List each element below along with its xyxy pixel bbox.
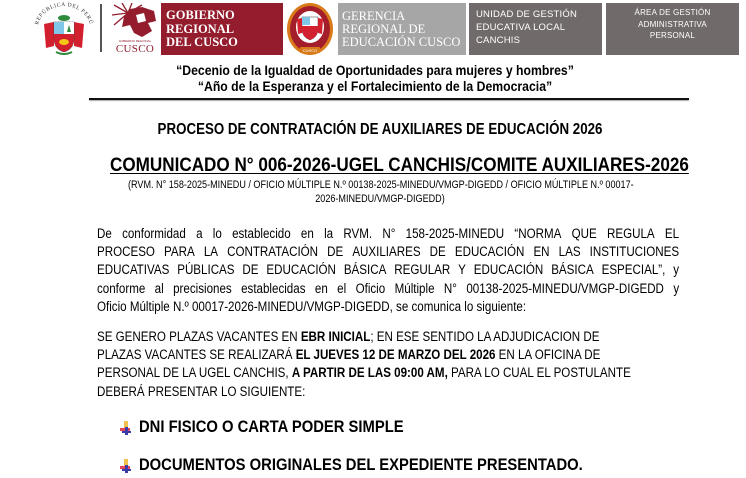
word: REGULAR (394, 262, 451, 278)
gerencia-regional-box (338, 3, 466, 55)
ugel-line-3: CANCHIS (476, 35, 521, 46)
word: al (154, 280, 164, 296)
word: DE (429, 244, 446, 260)
para2-line-3 (97, 364, 679, 382)
word: BÁSICA (343, 262, 387, 278)
text: EN LA OFICINA DE (495, 347, 601, 363)
word: 00138-2025-MINEDU/VMGP-DIGEDD (466, 280, 664, 296)
word: QUE (571, 226, 597, 241)
gerencia-line-2: REGIONAL DE (342, 22, 426, 36)
requirement-item (119, 417, 443, 437)
text: ; EN ESE SENTIDO LA ADJUDICACION DE (370, 329, 600, 344)
ugel-canchis-box (469, 3, 602, 55)
word: PROCESO (97, 244, 155, 260)
word: establecido (232, 226, 291, 241)
cusco-logo-small-text: GOBIERNO REGIONAL (118, 39, 152, 43)
word: Múltiple (394, 280, 435, 296)
text: SE GENERO PLAZAS VACANTES EN (97, 329, 301, 344)
word: EDUCACIÓN (454, 244, 525, 260)
para1-line (97, 225, 679, 243)
word: BÁSICA (551, 262, 594, 278)
word: REGULA (607, 226, 655, 241)
word: EL (664, 226, 680, 241)
requirement-item (119, 455, 649, 475)
word: EDUCACIÓN (473, 262, 544, 278)
comunicado-title: COMUNICADO N° 006-2026-UGEL CANCHIS/COMITE AUXILIARES-2026 (110, 155, 689, 176)
gobierno-line-1: GOBIERNO (166, 8, 235, 22)
word: CONTRATACIÓN (227, 244, 319, 260)
word: en (300, 226, 314, 241)
slogan-decenio: “Decenio de la Igualdad de Oportunidades para mujeres y hombres” (176, 63, 574, 78)
cusco-logo-word: CUSCO (115, 43, 155, 55)
ugel-line-1: UNIDAD DE GESTIÓN (476, 9, 578, 20)
word: precisiones (173, 280, 232, 296)
header-divider (100, 4, 102, 52)
word: establecidas (241, 280, 306, 296)
word: Y (458, 262, 466, 278)
pushpin-bullet-icon (119, 458, 133, 472)
word: conforme (97, 280, 146, 296)
para1-line (97, 243, 679, 261)
text: PLAZAS VACANTES SE REALIZARÁ (97, 347, 296, 363)
area-line-1: ÁREA DE GESTIÓN (634, 8, 711, 17)
paragraph-adjudicacion (97, 328, 679, 401)
reference-line-1: (RVM. N° 158-2025-MINEDU / OFICIO MÚLTIPLE N.º 00138-2025-MINEDU/VMGP-DIGEDD / OFICIO MÚLTIPLE N.º 00017- (128, 179, 634, 191)
word: RVM. (343, 226, 373, 241)
gerencia-line-1: GERENCIA (342, 9, 406, 23)
word: N° (382, 226, 396, 241)
text: PERSONAL DE LA UGEL CANCHIS, (97, 365, 292, 381)
word: conformidad (122, 226, 186, 241)
cusco-map-icon (112, 3, 158, 39)
gobierno-line-2: REGIONAL (166, 21, 235, 36)
word: LAS (558, 244, 581, 260)
para2-line-2 (97, 346, 679, 364)
process-title: PROCESO DE CONTRATACIÓN DE AUXILIARES DE EDUCACIÓN 2026 (157, 121, 603, 138)
dre-seal-caption: CUSCO (302, 48, 318, 53)
peru-caption: REPÚBLICA DEL PERÚ (34, 2, 94, 26)
header-rule (89, 98, 689, 100)
letterhead (0, 0, 746, 58)
date-emphasis: EL JUEVES 12 DE MARZO DEL 2026 (295, 347, 496, 363)
para2-line-4 (97, 383, 679, 401)
word: 158-2025-MINEDU (405, 226, 505, 241)
area-gestion-box (606, 3, 739, 55)
gobierno-regional-box (161, 3, 283, 55)
level-emphasis: EBR INICIAL (300, 329, 371, 344)
requirement-text: DNI FISICO O CARTA PODER SIMPLE (139, 417, 404, 436)
word: la (324, 226, 334, 241)
word: PÚBLICAS (177, 262, 235, 278)
word: en (314, 280, 328, 296)
word: EN (533, 244, 550, 260)
word: a (196, 226, 203, 241)
word: De (97, 226, 112, 241)
para1-line: Oficio Múltiple N.º 00017-2026-MINEDU/VMGP-DIGEDD, se comunica lo siguiente: (97, 298, 527, 314)
gobierno-line-3: DEL CUSCO (166, 35, 238, 49)
para1-line (97, 261, 679, 279)
pushpin-bullet-icon (119, 420, 133, 434)
word: “NORMA (514, 226, 562, 241)
gerencia-line-3: EDUCACIÓN CUSCO (342, 35, 461, 49)
word: N° (443, 280, 457, 296)
word: y (673, 262, 680, 278)
word: EDUCATIVAS (97, 262, 170, 278)
word: DE (327, 244, 344, 260)
word: EDUCACIÓN (266, 262, 336, 278)
text: PARA LO CUAL EL POSTULANTE (447, 365, 631, 381)
legal-reference (128, 179, 632, 206)
para2-line-1 (97, 328, 679, 346)
word: LA (203, 244, 218, 260)
word: AUXILIARES (352, 244, 421, 260)
text: DEBERÁ PRESENTAR LO SIGUIENTE: (97, 383, 306, 399)
time-emphasis: A PARTIR DE LAS 09:00 AM, (291, 365, 448, 381)
peru-coat-of-arms-icon (30, 2, 98, 56)
word: PARA (164, 244, 195, 260)
para1-line (97, 280, 679, 298)
dre-cusco-seal-icon (285, 1, 335, 57)
word: lo (212, 226, 222, 241)
slogan-year: “Año de la Esperanza y el Fortalecimiento de la Democracia” (197, 79, 553, 94)
word: DE (242, 262, 259, 278)
cusco-region-logo (112, 3, 158, 55)
reference-line-2: 2026-MINEDU/VMGP-DIGEDD) (315, 192, 445, 205)
word: y (673, 280, 680, 296)
word: Oficio (355, 280, 386, 296)
word: INSTITUCIONES (589, 244, 680, 260)
word: el (337, 280, 347, 296)
ugel-line-2: EDUCATIVA LOCAL (476, 22, 566, 33)
area-line-2: ADMINISTRATIVA (638, 19, 707, 29)
word: ESPECIAL”, (601, 262, 666, 278)
paragraph-conformidad (97, 225, 679, 316)
area-line-3: PERSONAL (649, 31, 696, 40)
requirement-text: DOCUMENTOS ORIGINALES DEL EXPEDIENTE PRESENTADO. (139, 455, 583, 474)
